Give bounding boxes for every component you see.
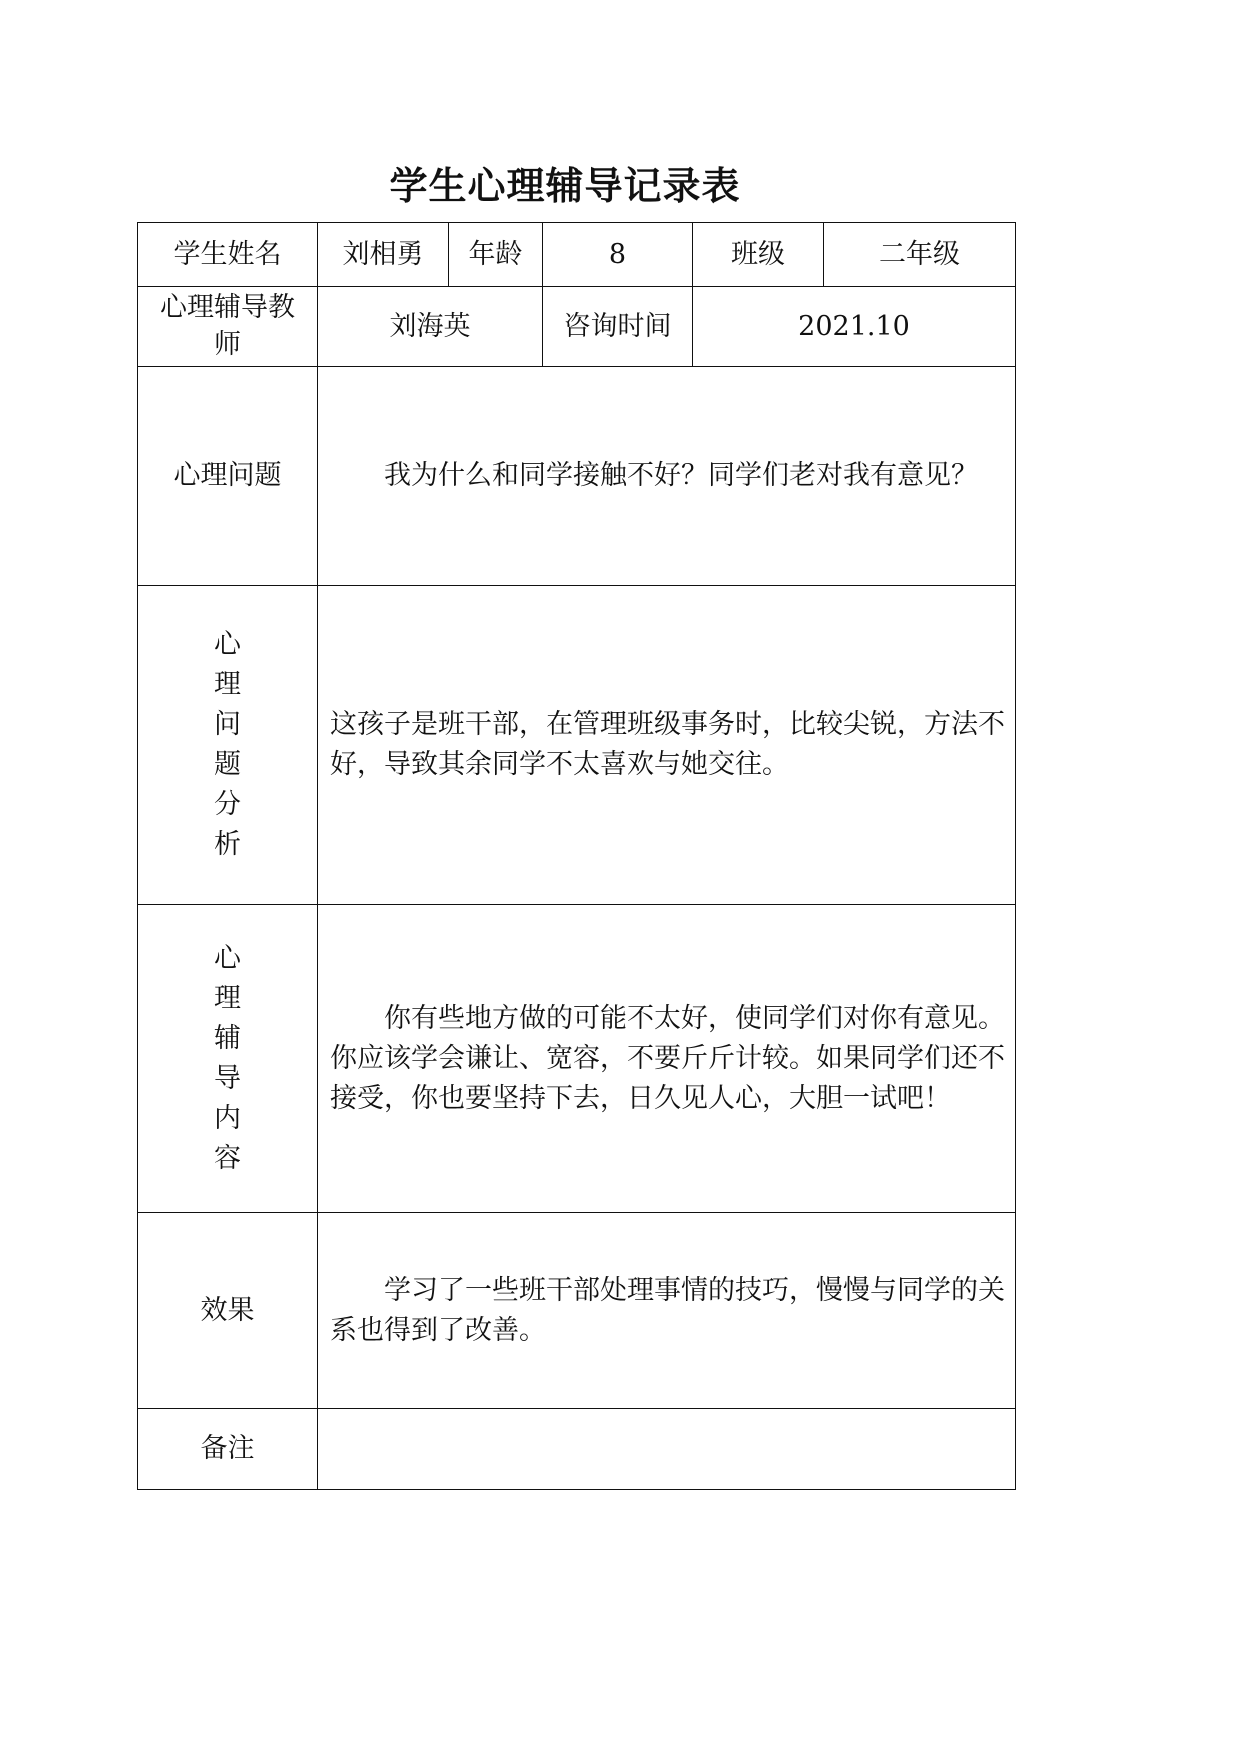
age-label: 年龄 bbox=[449, 223, 543, 287]
class-label: 班级 bbox=[693, 223, 824, 287]
problem-content-cell bbox=[318, 367, 1016, 586]
problem-label: 心理问题 bbox=[138, 367, 318, 586]
table-row bbox=[138, 1213, 1016, 1409]
remarks-label: 备注 bbox=[138, 1409, 318, 1490]
problem-text: 我为什么和同学接触不好？同学们老对我有意见？ bbox=[384, 460, 978, 491]
guidance-content-cell bbox=[318, 905, 1016, 1213]
analysis-label-cell bbox=[138, 586, 318, 905]
effect-text: 学习了一些班干部处理事情的技巧，慢慢与同学的关系也得到了改善。 bbox=[330, 1274, 1005, 1346]
analysis-content-cell bbox=[318, 586, 1016, 905]
table-row bbox=[138, 1409, 1016, 1490]
guidance-text: 你有些地方做的可能不太好，使同学们对你有意见。你应该学会谦让、宽容，不要斤斤计较。如果同学们还不接受，你也要坚持下去，日久见人心，大胆一试吧！ bbox=[330, 1002, 1005, 1114]
analysis-text: 这孩子是班干部，在管理班级事务时，比较尖锐，方法不好，导致其余同学不太喜欢与她交往。 bbox=[330, 709, 1005, 780]
analysis-label: 心理问题分析 bbox=[214, 629, 241, 860]
table-row bbox=[138, 287, 1016, 367]
teacher-value: 刘海英 bbox=[318, 287, 543, 367]
page-title: 学生心理辅导记录表 bbox=[389, 164, 741, 208]
teacher-label: 心理辅导教师 bbox=[159, 291, 295, 360]
table-row bbox=[138, 905, 1016, 1213]
effect-label: 效果 bbox=[138, 1213, 318, 1409]
guidance-label-cell bbox=[138, 905, 318, 1213]
consult-time-value: 2021.10 bbox=[693, 287, 1016, 367]
table-row bbox=[138, 586, 1016, 905]
age-value: 8 bbox=[543, 223, 693, 287]
effect-content-cell bbox=[318, 1213, 1016, 1409]
guidance-label: 心理辅导内容 bbox=[214, 942, 241, 1174]
student-name-value: 刘相勇 bbox=[318, 223, 449, 287]
record-table bbox=[137, 222, 1016, 1490]
student-name-label: 学生姓名 bbox=[138, 223, 318, 287]
class-value: 二年级 bbox=[824, 223, 1016, 287]
consult-time-label: 咨询时间 bbox=[543, 287, 693, 367]
teacher-label-cell bbox=[138, 287, 318, 367]
table-row bbox=[138, 223, 1016, 287]
remarks-value bbox=[318, 1409, 1016, 1490]
table-row bbox=[138, 367, 1016, 586]
